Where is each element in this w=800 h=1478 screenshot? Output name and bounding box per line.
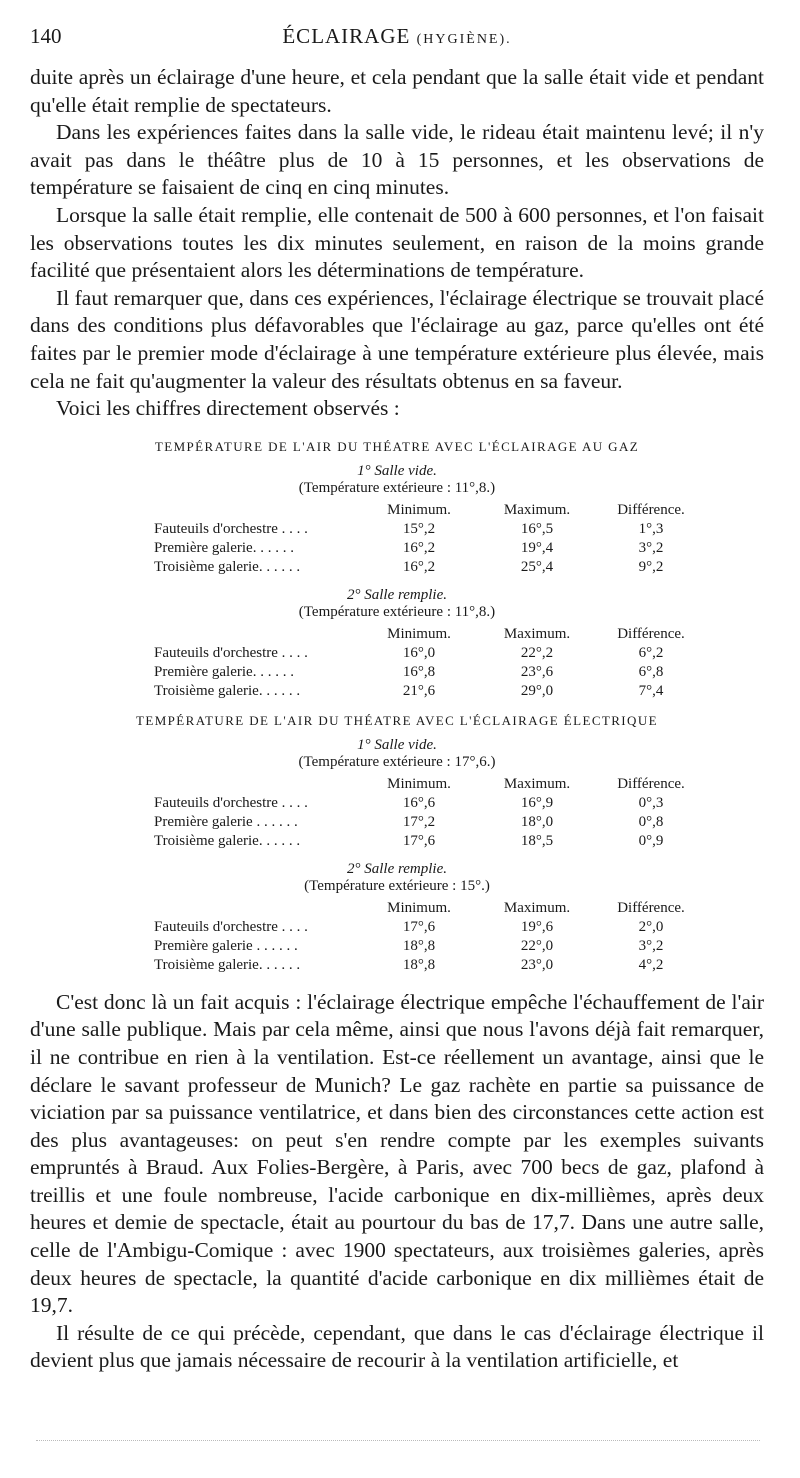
maximum-cell: 18°,5 — [520, 832, 554, 849]
column-header: Différence. — [617, 899, 685, 916]
maximum-cell: 19°,4 — [520, 539, 554, 556]
row-label: Première galerie . . . . . . — [154, 813, 298, 830]
maximum-cell: 22°,0 — [520, 937, 554, 954]
running-title-subtitle: (HYGIÈNE). — [416, 32, 512, 47]
column-header: Maximum. — [503, 775, 571, 792]
maximum-cell: 16°,9 — [520, 794, 554, 811]
electric-lighting-section — [30, 713, 764, 975]
minimum-cell: 21°,6 — [402, 682, 436, 699]
minimum-cell: 18°,8 — [402, 956, 436, 973]
difference-cell: 7°,4 — [638, 682, 664, 699]
table-row — [154, 794, 706, 813]
page-number: 140 — [30, 24, 62, 48]
minimum-cell: 16°,8 — [402, 663, 436, 680]
difference-cell: 2°,0 — [638, 918, 664, 935]
empty-hall-group — [30, 463, 764, 577]
paragraph: C'est donc là un fait acquis : l'éclairage électrique empêche l'échauffement de l'air d'une salle publique. Mais par cela même, ainsi que nous l'avons déjà fait remarquer, il ne contribue en rien à la ventilation. Est-ce réellement un avantage, ainsi que le déclare le savant professeur de Munich? Le gaz rachète en partie sa puissance de viciation par sa puissance ventilatrice, et dans bien des circonstances cette action est des plus avantageuses: on peut s'en rendre compte par les exemples suivants empruntés à Braud. Aux Folies-Bergère, à Paris, avec 700 becs de gaz, plafond à treillis et une foule nombreuse, l'acide carbonique en dix-millièmes, après deux heures et demie de spectacle, était au pourtour du bas de 17,7. Dans une autre salle, celle de l'Ambigu-Comique : avec 1900 spectateurs, aux troisièmes galeries, après deux heures de spectacle, la quantité d'acide carbonique en dix millièmes était de 19,7. — [30, 989, 764, 1318]
paragraph: Il résulte de ce qui précède, cependant, que dans le cas d'éclairage électrique il devient plus que jamais nécessaire de recourir à la ventilation artificielle, et — [30, 1320, 764, 1373]
column-header-label — [154, 501, 360, 520]
row-label: Troisième galerie. . . . . . — [154, 956, 301, 973]
maximum-cell: 18°,0 — [520, 813, 554, 830]
row-label: Troisième galerie. . . . . . — [154, 558, 301, 575]
exterior-temperature: (Température extérieure : 11°,8.) — [298, 603, 496, 620]
table-row — [154, 539, 706, 558]
column-header: Maximum. — [503, 899, 571, 916]
maximum-cell: 16°,5 — [520, 520, 554, 537]
minimum-cell: 17°,6 — [402, 832, 436, 849]
minimum-cell: 18°,8 — [402, 937, 436, 954]
column-header: Différence. — [617, 501, 685, 518]
paragraph: Dans les expériences faites dans la salle vide, le rideau était maintenu levé; il n'y avait pas dans le théâtre plus de 10 à 15 personnes, et les observations de température se faisaient de cinq en cinq minutes. — [30, 120, 764, 200]
gas-lighting-section — [30, 439, 764, 701]
table-row — [154, 813, 706, 832]
column-header: Minimum. — [387, 775, 451, 792]
maximum-cell: 22°,2 — [520, 644, 554, 661]
table-header-row — [154, 775, 706, 794]
maximum-cell: 29°,0 — [520, 682, 554, 699]
table-row — [154, 832, 706, 851]
paragraph: duite après un éclairage d'une heure, et cela pendant que la salle était vide et pendant qu'elle était remplie de spectateurs. — [30, 65, 764, 117]
row-label: Première galerie. . . . . . — [154, 539, 294, 556]
running-title — [120, 24, 764, 49]
case-title: 1° Salle vide. — [357, 736, 437, 753]
difference-cell: 3°,2 — [638, 539, 664, 556]
minimum-cell: 16°,2 — [402, 539, 436, 556]
table-header-row — [154, 899, 706, 918]
closing-text — [30, 989, 764, 1375]
minimum-cell: 16°,0 — [402, 644, 436, 661]
minimum-cell: 17°,2 — [402, 813, 436, 830]
row-label: Fauteuils d'orchestre . . . . — [154, 918, 308, 935]
column-header: Différence. — [617, 775, 685, 792]
difference-cell: 4°,2 — [638, 956, 664, 973]
column-header: Différence. — [617, 625, 685, 642]
difference-cell: 0°,9 — [638, 832, 664, 849]
empty-hall-group — [30, 737, 764, 851]
intro-text — [30, 64, 764, 423]
maximum-cell: 19°,6 — [520, 918, 554, 935]
difference-cell: 3°,2 — [638, 937, 664, 954]
minimum-cell: 16°,2 — [402, 558, 436, 575]
table-row — [154, 644, 706, 663]
row-label: Troisième galerie. . . . . . — [154, 832, 301, 849]
temperature-tables — [30, 439, 764, 975]
paragraph: Il faut remarquer que, dans ces expériences, l'éclairage électrique se trouvait placé dans des conditions plus défavorables que l'éclairage au gaz, parce qu'elles ont été faites par le premier mode d'éclairage à une température extérieure plus élevée, mais cela ne fait qu'augmenter la valeur des résultats obtenus en sa faveur. — [30, 285, 764, 393]
table-row — [154, 520, 706, 539]
column-header: Minimum. — [387, 625, 451, 642]
maximum-cell: 25°,4 — [520, 558, 554, 575]
minimum-cell: 15°,2 — [402, 520, 436, 537]
temperature-table — [154, 775, 706, 851]
column-header: Minimum. — [387, 899, 451, 916]
temperature-table — [154, 501, 706, 577]
exterior-temperature: (Température extérieure : 11°,8.) — [298, 479, 496, 496]
temperature-table — [154, 625, 706, 701]
row-label: Première galerie. . . . . . — [154, 663, 294, 680]
paragraph: Lorsque la salle était remplie, elle contenait de 500 à 600 personnes, et l'on faisait les observations toutes les dix minutes seulement, en raison de la moins grande facilité que présentaient alors les déterminations de température. — [30, 202, 764, 283]
difference-cell: 6°,8 — [638, 663, 664, 680]
case-title: 2° Salle remplie. — [346, 586, 447, 603]
footer-rule — [36, 1440, 760, 1442]
section-heading: TEMPÉRATURE DE L'AIR DU THÉATRE AVEC L'ÉCLAIRAGE ÉLECTRIQUE — [136, 712, 658, 728]
difference-cell: 6°,2 — [638, 644, 664, 661]
column-header: Minimum. — [387, 501, 451, 518]
row-label: Fauteuils d'orchestre . . . . — [154, 520, 308, 537]
section-heading: TEMPÉRATURE DE L'AIR DU THÉATRE AVEC L'ÉCLAIRAGE AU GAZ — [154, 438, 640, 454]
column-header: Maximum. — [503, 501, 571, 518]
running-head — [30, 24, 764, 64]
case-title: 2° Salle remplie. — [346, 860, 447, 877]
maximum-cell: 23°,0 — [520, 956, 554, 973]
difference-cell: 9°,2 — [638, 558, 664, 575]
table-row — [154, 937, 706, 956]
case-title: 1° Salle vide. — [357, 462, 437, 479]
row-label: Fauteuils d'orchestre . . . . — [154, 794, 308, 811]
minimum-cell: 16°,6 — [402, 794, 436, 811]
exterior-temperature: (Température extérieure : 17°,6.) — [298, 753, 496, 770]
table-header-row — [154, 625, 706, 644]
column-header: Maximum. — [503, 625, 571, 642]
column-header-label — [154, 899, 360, 918]
table-row — [154, 558, 706, 577]
exterior-temperature: (Température extérieure : 15°.) — [304, 877, 490, 894]
running-title-main: ÉCLAIRAGE — [282, 24, 411, 48]
full-hall-group — [30, 587, 764, 701]
column-header-label — [154, 775, 360, 794]
table-row — [154, 663, 706, 682]
table-row — [154, 956, 706, 975]
difference-cell: 1°,3 — [638, 520, 664, 537]
table-header-row — [154, 501, 706, 520]
maximum-cell: 23°,6 — [520, 663, 554, 680]
row-label: Fauteuils d'orchestre . . . . — [154, 644, 308, 661]
column-header-label — [154, 625, 360, 644]
paragraph: Voici les chiffres directement observés : — [56, 396, 400, 421]
minimum-cell: 17°,6 — [402, 918, 436, 935]
difference-cell: 0°,3 — [638, 794, 664, 811]
temperature-table — [154, 899, 706, 975]
row-label: Troisième galerie. . . . . . — [154, 682, 301, 699]
row-label: Première galerie . . . . . . — [154, 937, 298, 954]
difference-cell: 0°,8 — [638, 813, 664, 830]
table-row — [154, 682, 706, 701]
full-hall-group — [30, 861, 764, 975]
table-row — [154, 918, 706, 937]
